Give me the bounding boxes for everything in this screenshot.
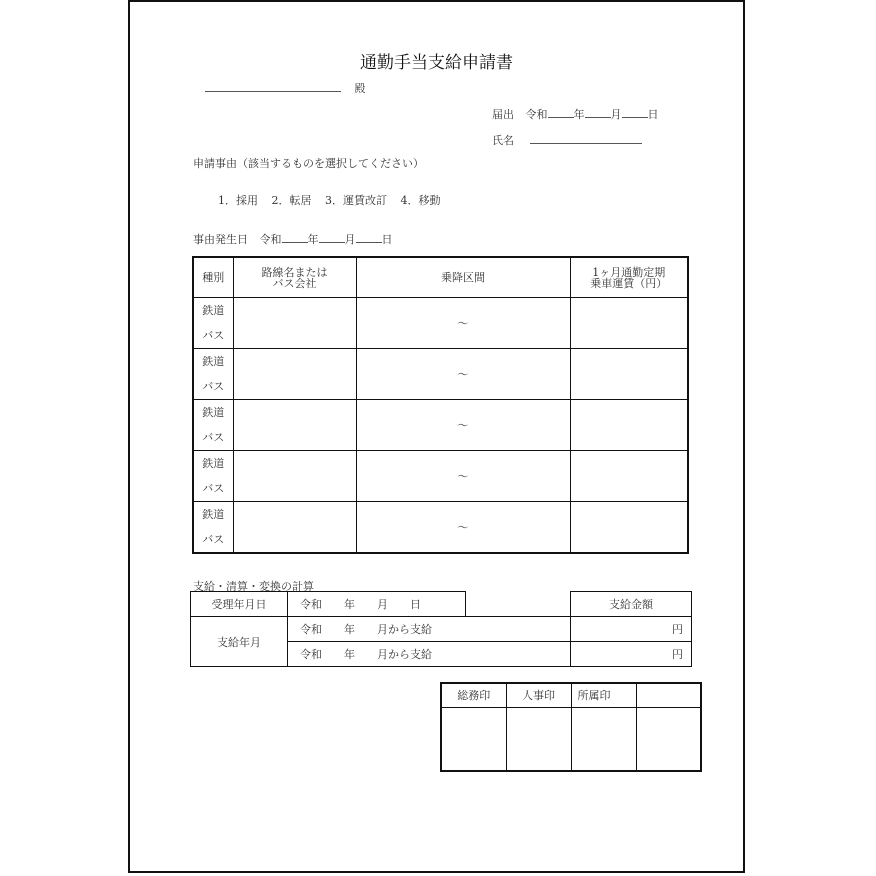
header-kind: 種別	[193, 257, 233, 298]
route-table	[192, 256, 689, 554]
year-label: 年	[307, 233, 319, 246]
spacer	[466, 592, 571, 617]
stamp-box[interactable]	[636, 707, 701, 771]
kind-bus: バス	[202, 329, 225, 342]
era-label: 令和	[525, 108, 548, 121]
tilde-mark: ～	[457, 470, 469, 483]
fare-cell[interactable]	[570, 298, 688, 349]
stamp-table	[440, 682, 702, 772]
reason-option[interactable]: 1．採用	[218, 194, 258, 207]
calc-table	[190, 591, 692, 667]
amount-yen[interactable]: 円	[571, 642, 692, 667]
stamp-label-general: 総務印	[441, 683, 506, 707]
reason-options	[218, 192, 441, 208]
kind-bus: バス	[202, 482, 225, 495]
route-name-cell[interactable]	[233, 298, 356, 349]
amount-label: 支給金額	[571, 592, 692, 617]
event-year-field[interactable]	[282, 230, 308, 243]
receipt-date[interactable]: 令和 年 月 日	[288, 592, 466, 617]
form-title: 通勤手当支給申請書	[360, 53, 513, 73]
event-month-field[interactable]	[319, 230, 345, 243]
fare-cell[interactable]	[570, 451, 688, 502]
stamp-box[interactable]	[441, 707, 506, 771]
kind-cell[interactable]	[193, 349, 233, 400]
tilde-mark: ～	[457, 368, 469, 381]
route-row	[193, 298, 688, 349]
fare-cell[interactable]	[570, 400, 688, 451]
reason-option[interactable]: 4．移動	[400, 194, 441, 207]
submit-day-field[interactable]	[622, 105, 648, 118]
month-label: 月	[610, 108, 622, 121]
route-row	[193, 502, 688, 554]
form-page	[128, 0, 745, 873]
kind-rail: 鉄道	[202, 457, 225, 470]
reason-option[interactable]: 3．運賃改訂	[325, 194, 387, 207]
pay-period-label: 支給年月	[191, 617, 288, 667]
addressee-line	[205, 79, 366, 96]
day-label: 日	[647, 108, 659, 121]
header-fare: 1ヶ月通勤定期 乗車運賃（円）	[570, 257, 688, 298]
header-section: 乗降区間	[356, 257, 570, 298]
applicant-name	[492, 131, 642, 148]
name-field[interactable]	[530, 131, 642, 144]
route-name-cell[interactable]	[233, 400, 356, 451]
tilde-mark: ～	[457, 419, 469, 432]
stamp-box[interactable]	[506, 707, 571, 771]
kind-cell[interactable]	[193, 451, 233, 502]
header-route: 路線名または バス会社	[233, 257, 356, 298]
section-cell[interactable]	[356, 349, 570, 400]
event-date-label: 事由発生日	[193, 233, 248, 246]
kind-bus: バス	[202, 533, 225, 546]
month-label: 月	[344, 233, 356, 246]
route-table-header	[193, 257, 688, 298]
kind-rail: 鉄道	[202, 406, 225, 419]
kind-cell[interactable]	[193, 502, 233, 554]
fare-cell[interactable]	[570, 502, 688, 554]
event-day-field[interactable]	[356, 230, 382, 243]
route-name-cell[interactable]	[233, 451, 356, 502]
route-name-cell[interactable]	[233, 349, 356, 400]
year-label: 年	[573, 108, 585, 121]
section-cell[interactable]	[356, 502, 570, 554]
tilde-mark: ～	[457, 317, 469, 330]
reason-option[interactable]: 2．転居	[271, 194, 312, 207]
tilde-mark: ～	[457, 521, 469, 534]
route-row	[193, 451, 688, 502]
kind-rail: 鉄道	[202, 304, 225, 317]
submission-date	[492, 105, 659, 122]
stamp-box[interactable]	[571, 707, 636, 771]
pay-period-row[interactable]: 令和 年 月から支給	[288, 642, 571, 667]
kind-cell[interactable]	[193, 400, 233, 451]
addressee-suffix: 殿	[354, 82, 366, 95]
route-name-cell[interactable]	[233, 502, 356, 554]
calc-label: 支給・清算・変換の計算	[193, 580, 314, 593]
addressee-field[interactable]	[205, 79, 341, 92]
stamp-label-dept: 所属印	[571, 683, 636, 707]
receipt-label: 受理年月日	[191, 592, 288, 617]
section-cell[interactable]	[356, 400, 570, 451]
kind-rail: 鉄道	[202, 508, 225, 521]
reason-label: 申請事由（該当するものを選択してください）	[193, 157, 424, 170]
name-label: 氏名	[492, 134, 514, 147]
event-date	[193, 230, 393, 247]
kind-bus: バス	[202, 431, 225, 444]
route-row	[193, 400, 688, 451]
section-cell[interactable]	[356, 451, 570, 502]
day-label: 日	[381, 233, 393, 246]
amount-yen[interactable]: 円	[571, 617, 692, 642]
submit-label: 届出	[492, 108, 514, 121]
route-row	[193, 349, 688, 400]
stamp-label-extra	[636, 683, 701, 707]
era-label: 令和	[259, 233, 282, 246]
kind-bus: バス	[202, 380, 225, 393]
pay-period-row[interactable]: 令和 年 月から支給	[288, 617, 571, 642]
submit-month-field[interactable]	[585, 105, 611, 118]
fare-cell[interactable]	[570, 349, 688, 400]
kind-rail: 鉄道	[202, 355, 225, 368]
submit-year-field[interactable]	[548, 105, 574, 118]
kind-cell[interactable]	[193, 298, 233, 349]
stamp-label-hr: 人事印	[506, 683, 571, 707]
section-cell[interactable]	[356, 298, 570, 349]
